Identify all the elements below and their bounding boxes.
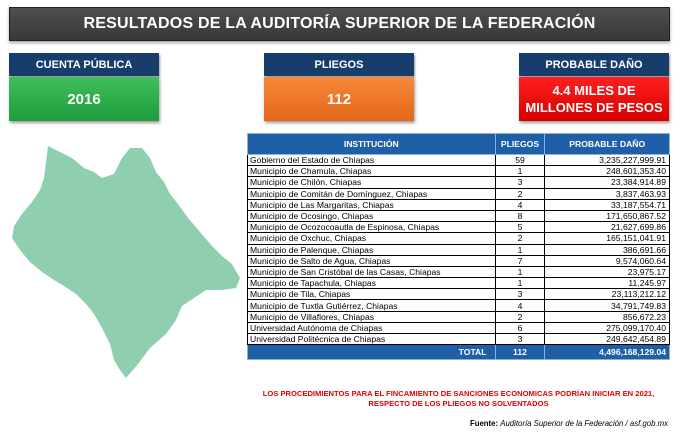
- cell-institucion: Municipio de Palenque, Chiapas: [248, 244, 496, 255]
- table-row: [248, 322, 670, 333]
- cell-monto: 3,235,227,999.91: [545, 155, 670, 166]
- cell-institucion: Municipio de Chamula, Chiapas: [248, 166, 496, 177]
- cell-monto: 23,113,212.12: [545, 289, 670, 300]
- cell-pliegos: 7: [495, 255, 545, 266]
- cell-monto: 23,975.17: [545, 266, 670, 277]
- results-table: [247, 133, 670, 360]
- chiapas-map: [10, 138, 242, 378]
- cell-pliegos: 59: [495, 155, 545, 166]
- table-row: [248, 222, 670, 233]
- cell-institucion: Municipio de Comitán de Domínguez, Chiapas: [248, 188, 496, 199]
- table-row: [248, 255, 670, 266]
- cell-pliegos: 4: [495, 199, 545, 210]
- cell-monto: 171,650,867.52: [545, 210, 670, 221]
- cell-monto: 386,691.66: [545, 244, 670, 255]
- table-row: [248, 210, 670, 221]
- cell-institucion: Municipio de Ocozocoautla de Espinosa, Chiapas: [248, 222, 496, 233]
- cuenta-publica-label: CUENTA PÚBLICA: [9, 53, 159, 76]
- page-title-banner: [9, 7, 670, 41]
- cell-monto: 23,384,914.89: [545, 177, 670, 188]
- header-institucion: INSTITUCIÓN: [248, 134, 496, 155]
- probable-dano-label: PROBABLE DAÑO: [519, 53, 669, 76]
- cell-monto: 21,627,699.86: [545, 222, 670, 233]
- cell-monto: 856,672.23: [545, 311, 670, 322]
- table-row: [248, 233, 670, 244]
- cell-pliegos: 2: [495, 188, 545, 199]
- cell-pliegos: 1: [495, 166, 545, 177]
- pliegos-label: PLIEGOS: [264, 53, 414, 76]
- cell-pliegos: 4: [495, 300, 545, 311]
- cell-institucion: Municipio de Las Margaritas, Chiapas: [248, 199, 496, 210]
- table-row: [248, 278, 670, 289]
- cell-pliegos: 3: [495, 334, 545, 345]
- cell-pliegos: 3: [495, 177, 545, 188]
- cell-monto: 34,791,749.83: [545, 300, 670, 311]
- header-pliegos: PLIEGOS: [495, 134, 545, 155]
- cell-monto: 11,245.97: [545, 278, 670, 289]
- cell-institucion: Universidad Politécnica de Chiapas: [248, 334, 496, 345]
- table-row: [248, 266, 670, 277]
- table-row: [248, 155, 670, 166]
- cell-institucion: Municipio de Villaflores, Chiapas: [248, 311, 496, 322]
- cell-pliegos: 6: [495, 322, 545, 333]
- page-title: RESULTADOS DE LA AUDITORÍA SUPERIOR DE LA FEDERACIÓN: [83, 15, 596, 32]
- cell-monto: 249,642,454.89: [545, 334, 670, 345]
- table-row: [248, 311, 670, 322]
- pliegos-value: 112: [264, 77, 414, 121]
- table-row: [248, 244, 670, 255]
- source-label: Fuente:: [469, 419, 499, 428]
- cell-institucion: Municipio de San Cristóbal de las Casas, Chiapas: [248, 266, 496, 277]
- table-row: [248, 289, 670, 300]
- cell-pliegos: 8: [495, 210, 545, 221]
- cuenta-publica-value: 2016: [9, 77, 159, 121]
- source-text: Auditoría Superior de la Federación / asf.gob.mx: [500, 419, 668, 428]
- total-monto: 4,496,168,129.04: [545, 345, 670, 360]
- sanctions-note-line1: LOS PROCEDIMIENTOS PARA EL FINCAMIENTO DE SANCIONES ECONOMICAS PODRÍAN INICIAR EN 2021,: [262, 389, 655, 398]
- probable-dano-value: [519, 77, 669, 121]
- cell-pliegos: 1: [495, 278, 545, 289]
- cell-institucion: Municipio de Chilón, Chiapas: [248, 177, 496, 188]
- cell-pliegos: 5: [495, 222, 545, 233]
- cell-institucion: Municipio de Tuxtla Gutiérrez, Chiapas: [248, 300, 496, 311]
- table-row: [248, 188, 670, 199]
- header-probable-dano: PROBABLE DAÑO: [545, 134, 670, 155]
- probable-dano-value-line2: MILLONES DE PESOS: [525, 100, 663, 115]
- cell-institucion: Municipio de Tapachula, Chiapas: [248, 278, 496, 289]
- cell-institucion: Municipio de Salto de Agua, Chiapas: [248, 255, 496, 266]
- cell-pliegos: 1: [495, 266, 545, 277]
- cell-institucion: Universidad Autónoma de Chiapas: [248, 322, 496, 333]
- total-label: TOTAL: [248, 345, 496, 360]
- total-pliegos: 112: [495, 345, 545, 360]
- table-row: [248, 334, 670, 345]
- cell-monto: 9,574,060.64: [545, 255, 670, 266]
- sanctions-note: [247, 389, 670, 409]
- cell-pliegos: 3: [495, 289, 545, 300]
- table-total-row: [248, 345, 670, 360]
- chiapas-map-shape: [12, 146, 240, 378]
- table-header-row: [248, 134, 670, 155]
- cell-pliegos: 1: [495, 244, 545, 255]
- source-credit: [470, 419, 668, 428]
- cell-monto: 165,151,041.91: [545, 233, 670, 244]
- cell-monto: 33,187,554.71: [545, 199, 670, 210]
- table-row: [248, 166, 670, 177]
- probable-dano-value-line1: 4.4 MILES DE: [552, 83, 636, 98]
- cell-pliegos: 2: [495, 311, 545, 322]
- table-row: [248, 177, 670, 188]
- cell-monto: 248,601,353.40: [545, 166, 670, 177]
- cell-monto: 275,099,170.40: [545, 322, 670, 333]
- cell-institucion: Gobierno del Estado de Chiapas: [248, 155, 496, 166]
- cell-institucion: Municipio de Tila, Chiapas: [248, 289, 496, 300]
- sanctions-note-line2: RESPECTO DE LOS PLIEGOS NO SOLVENTADOS: [368, 399, 549, 408]
- table-row: [248, 300, 670, 311]
- cell-monto: 3,837,463.93: [545, 188, 670, 199]
- cell-institucion: Municipio de Ocosingo, Chiapas: [248, 210, 496, 221]
- cell-pliegos: 2: [495, 233, 545, 244]
- cell-institucion: Municipio de Oxchuc, Chiapas: [248, 233, 496, 244]
- table-row: [248, 199, 670, 210]
